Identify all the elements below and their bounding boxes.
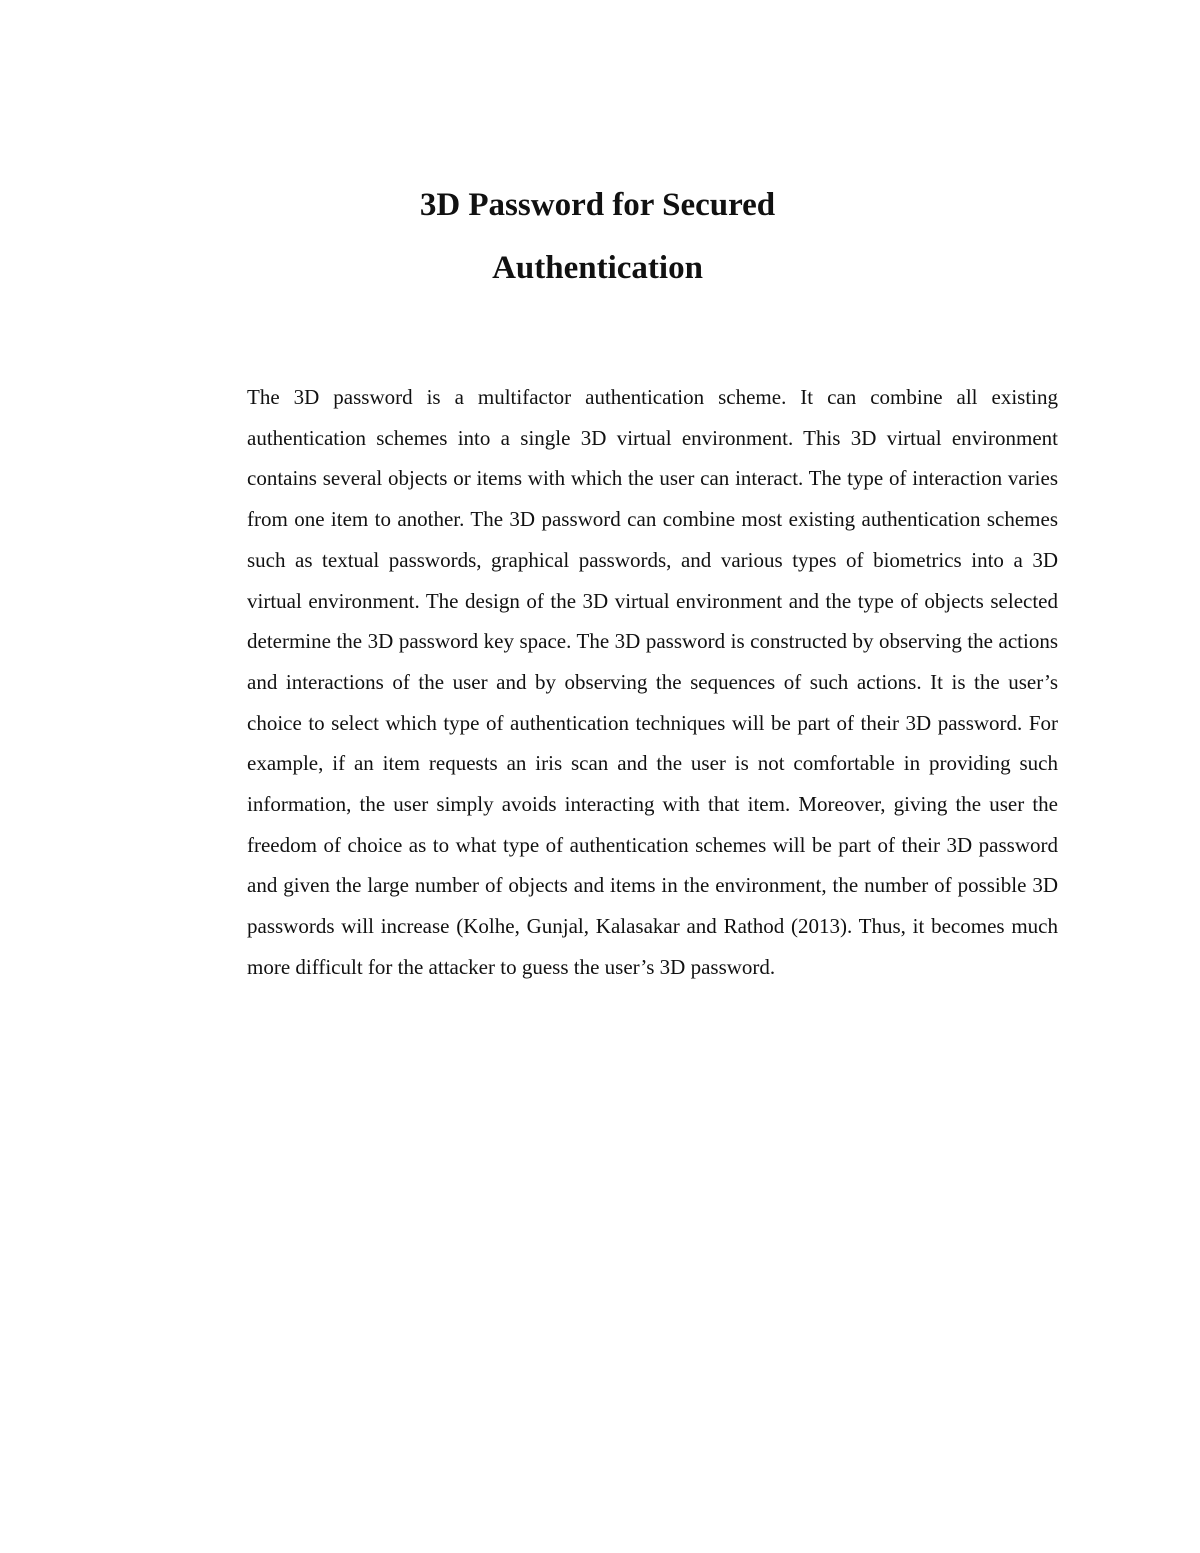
page-title [0,174,1195,300]
title-line-1: 3D Password for Secured [419,187,776,223]
body-paragraph: The 3D password is a multifactor authentication scheme. It can combine all existing authentication schemes into a single 3D virtual environment. This 3D virtual environment contains several objects or items with which the user can interact. The type of interaction varies from one item to another. The 3D password can combine most existing authentication schemes such as textual passwords, graphical passwords, and various types of biometrics into a 3D virtual environment. The design of the 3D virtual environment and the type of objects selected determine the 3D password key space. The 3D password is constructed by observing the actions and interactions of the user and by observing the sequences of such actions. It is the user’s choice to select which type of authentication techniques will be part of their 3D password. For example, if an item requests an iris scan and the user is not comfortable in providing such information, the user simply avoids interacting with that item. Moreover, giving the user the freedom of choice as to what type of authentication schemes will be part of their 3D password and given the large number of objects and items in the environment, the number of possible 3D passwords will increase (Kolhe, Gunjal, Kalasakar and Rathod (2013). Thus, it becomes much more difficult for the attacker to guess the user’s 3D password. [247,385,1058,979]
title-line-2: Authentication [492,250,703,286]
